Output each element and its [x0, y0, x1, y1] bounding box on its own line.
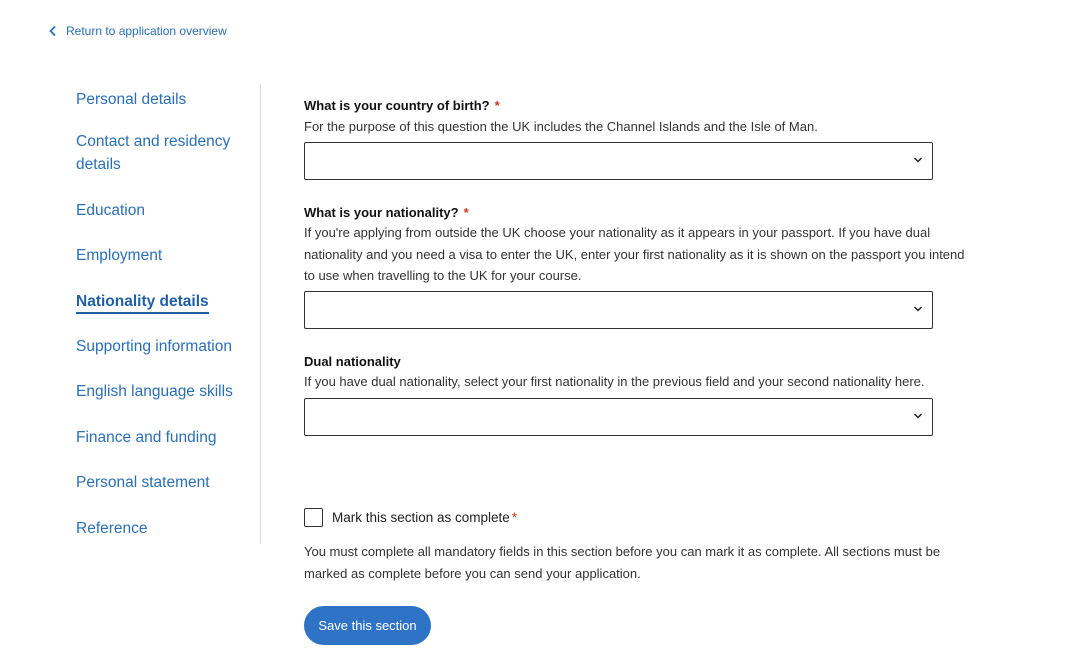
- back-link[interactable]: [48, 24, 227, 38]
- sidebar-item-english-language[interactable]: English language skills: [76, 383, 233, 400]
- back-link-label: Return to application overview: [66, 24, 227, 38]
- section-sidebar: [76, 84, 261, 544]
- country-of-birth-label: What is your country of birth? *: [304, 98, 500, 113]
- chevron-down-icon: [913, 304, 923, 314]
- save-section-button[interactable]: Save this section: [304, 606, 431, 645]
- mark-complete-row: [304, 508, 517, 527]
- mark-complete-checkbox[interactable]: [304, 508, 323, 527]
- dual-nationality-select[interactable]: [304, 398, 933, 436]
- country-of-birth-hint: For the purpose of this question the UK includes the Channel Islands and the Isle of Man.: [304, 119, 818, 134]
- required-marker: *: [494, 98, 500, 113]
- sidebar-item-personal-details[interactable]: Personal details: [76, 91, 187, 108]
- sidebar-item-finance-funding[interactable]: Finance and funding: [76, 429, 217, 446]
- sidebar-item-supporting-information[interactable]: Supporting information: [76, 338, 232, 355]
- chevron-left-icon: [48, 25, 58, 37]
- sidebar-item-employment[interactable]: Employment: [76, 247, 163, 264]
- chevron-down-icon: [913, 411, 923, 421]
- chevron-down-icon: [913, 155, 923, 165]
- sidebar-item-nationality-details[interactable]: Nationality details: [76, 290, 246, 313]
- nationality-label: What is your nationality? *: [304, 205, 469, 220]
- nationality-hint: If you're applying from outside the UK choose your nationality as it appears in your passport. If you have dual nationality and you need a visa to enter the UK, enter your first nationality as it is shown on the passport you intend to use when travelling to the UK for your course.: [304, 225, 965, 283]
- dual-nationality-hint: If you have dual nationality, select your first nationality in the previous field and your second nationality here.: [304, 374, 925, 389]
- mark-complete-label[interactable]: Mark this section as complete *: [332, 510, 518, 525]
- nationality-select[interactable]: [304, 291, 933, 329]
- sidebar-item-education[interactable]: Education: [76, 202, 145, 219]
- required-marker: *: [463, 205, 469, 220]
- complete-note: You must complete all mandatory fields in this section before you can mark it as complete. All sections must be marked as complete before you can send your application.: [304, 544, 941, 581]
- dual-nationality-label: Dual nationality: [304, 354, 401, 369]
- sidebar-item-reference[interactable]: Reference: [76, 520, 148, 537]
- sidebar-item-personal-statement[interactable]: Personal statement: [76, 474, 210, 491]
- country-of-birth-select[interactable]: [304, 142, 933, 180]
- required-marker: *: [511, 510, 518, 525]
- sidebar-item-contact-residency[interactable]: Contact and residency details: [76, 133, 231, 173]
